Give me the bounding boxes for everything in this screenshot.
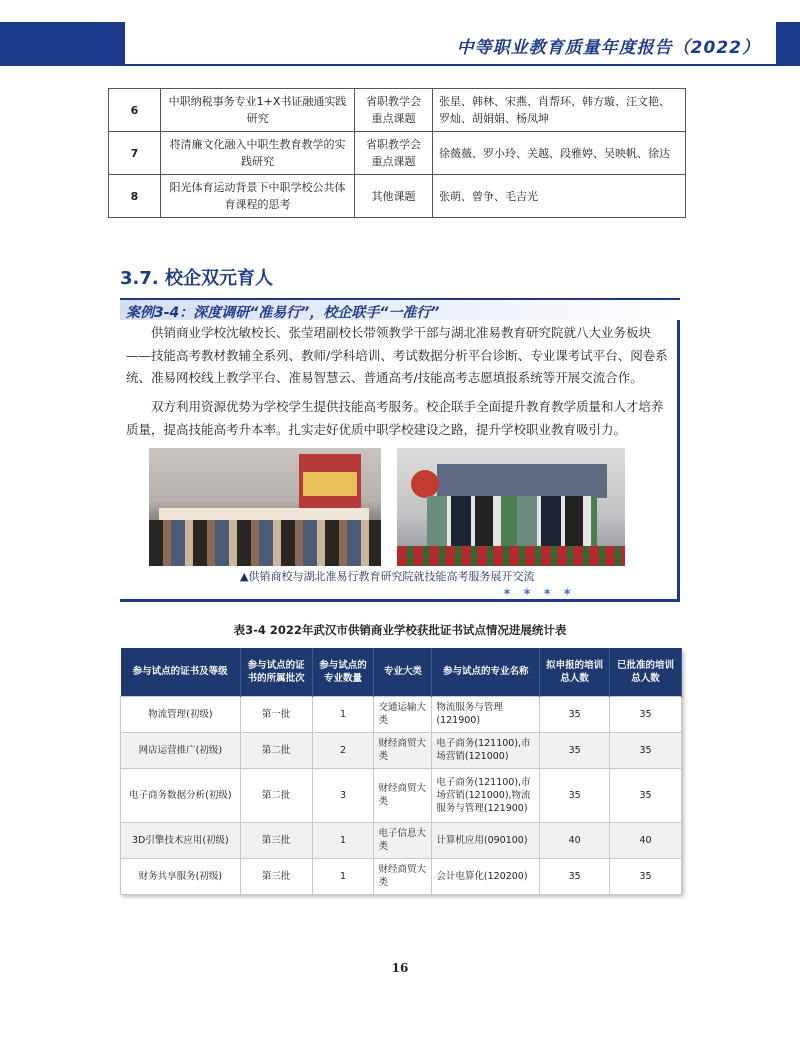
header-accent-block (0, 22, 125, 64)
level-cell: 省职教学会重点课题 (355, 89, 433, 132)
batch-cell: 第三批 (240, 858, 312, 894)
approved-cell: 35 (610, 696, 682, 732)
topic-cell: 中职纳税事务专业1+X书证融通实践研究 (161, 89, 355, 132)
cert-cell: 3D引擎技术应用(初级) (121, 822, 241, 858)
report-title: 中等职业教育质量年度报告（2022） (456, 38, 760, 58)
case-paragraph: 供销商业学校沈敏校长、张莹珺副校长带领教学干部与湖北准易教育研究院就八大业务板块——技能高考教材教辅全系列、教师/学科培训、考试数据分析平台诊断、专业课考试平台、阅卷系统、准易网校线上教学平台、准易智慧云、普通高考/技能高考志愿填报系统等开展交流合作。 (126, 325, 668, 385)
majors-cell: 物流服务与管理(121900) (432, 696, 540, 732)
column-header: 参与试点的证书的所属批次 (240, 648, 312, 696)
count-cell: 1 (312, 858, 374, 894)
table-caption: 表3-4 2022年武汉市供销商业学校获批证书试点情况进展统计表 (233, 623, 567, 637)
cert-pilot-table (120, 648, 682, 895)
table-row (109, 89, 686, 132)
table-row (121, 768, 682, 822)
majors-cell: 电子商务(121100),市场营销(121000),物流服务与管理(121900) (432, 768, 540, 822)
meeting-photo (149, 448, 381, 566)
header-corner-block (776, 22, 800, 64)
topic-cell: 将清廉文化融入中职生教育教学的实践研究 (161, 132, 355, 175)
column-header: 参与试点的专业数量 (312, 648, 374, 696)
majors-cell: 电子商务(121100),市场营销(121000) (432, 732, 540, 768)
column-header: 参与试点的证书及等级 (121, 648, 241, 696)
case-study-box (120, 298, 680, 602)
approved-cell: 35 (610, 732, 682, 768)
cert-cell: 财务共享服务(初级) (121, 858, 241, 894)
approved-cell: 35 (610, 768, 682, 822)
category-cell: 财经商贸大类 (374, 732, 432, 768)
row-number: 8 (109, 175, 161, 218)
batch-cell: 第三批 (240, 822, 312, 858)
table-row (109, 132, 686, 175)
planned-cell: 40 (540, 822, 610, 858)
table-row (109, 175, 686, 218)
column-header: 参与试点的专业名称 (432, 648, 540, 696)
photo-caption: ▲供销商校与湖北准易行教育研究院就技能高考服务展开交流 (240, 570, 535, 583)
majors-cell: 计算机应用(090100) (432, 822, 540, 858)
group-photo (397, 448, 625, 566)
planned-cell: 35 (540, 696, 610, 732)
column-header: 专业大类 (374, 648, 432, 696)
decorative-stars-icon: ✶✶✶✶ (502, 585, 583, 599)
planned-cell: 35 (540, 858, 610, 894)
category-cell: 交通运输大类 (374, 696, 432, 732)
members-cell: 徐薇薇、罗小玲、关越、段雅婷、吴映帆、徐达 (433, 132, 686, 175)
section-heading: 3.7. 校企双元育人 (120, 268, 273, 289)
institute-logo-icon (411, 470, 439, 498)
research-topics-table (108, 88, 686, 218)
table-row (121, 822, 682, 858)
row-number: 7 (109, 132, 161, 175)
planned-cell: 35 (540, 768, 610, 822)
approved-cell: 40 (610, 822, 682, 858)
case-title-bar (120, 298, 680, 320)
count-cell: 3 (312, 768, 374, 822)
case-title: 案例3-4：深度调研“准易行”，校企联手“一准行” (126, 305, 440, 321)
level-cell: 省职教学会重点课题 (355, 132, 433, 175)
batch-cell: 第二批 (240, 768, 312, 822)
cert-cell: 电子商务数据分析(初级) (121, 768, 241, 822)
cert-cell: 网店运营推广(初级) (121, 732, 241, 768)
members-cell: 张星、韩林、宋燕、肖帮环、韩方璇、汪文艳、罗灿、胡娟娟、杨凤坤 (433, 89, 686, 132)
level-cell: 其他课题 (355, 175, 433, 218)
column-header: 已批准的培训总人数 (610, 648, 682, 696)
table-row (121, 732, 682, 768)
category-cell: 财经商贸大类 (374, 858, 432, 894)
header-rule (0, 64, 800, 66)
case-paragraph: 双方利用资源优势为学校学生提供技能高考服务。校企联手全面提升教育教学质量和人才培养质量，提高技能高考升本率。扎实走好优质中职学校建设之路，提升学校职业教育吸引力。 (126, 399, 664, 437)
count-cell: 1 (312, 822, 374, 858)
batch-cell: 第一批 (240, 696, 312, 732)
row-number: 6 (109, 89, 161, 132)
majors-cell: 会计电算化(120200) (432, 858, 540, 894)
table-header-row (121, 648, 682, 696)
category-cell: 电子信息大类 (374, 822, 432, 858)
planned-cell: 35 (540, 732, 610, 768)
members-cell: 张萌、曾争、毛吉光 (433, 175, 686, 218)
cert-cell: 物流管理(初级) (121, 696, 241, 732)
table-row (121, 858, 682, 894)
batch-cell: 第二批 (240, 732, 312, 768)
category-cell: 财经商贸大类 (374, 768, 432, 822)
page-number: 16 (391, 961, 409, 975)
count-cell: 1 (312, 696, 374, 732)
column-header: 拟申报的培训总人数 (540, 648, 610, 696)
cert-table-wrapper (120, 648, 682, 894)
approved-cell: 35 (610, 858, 682, 894)
count-cell: 2 (312, 732, 374, 768)
table-row (121, 696, 682, 732)
topic-cell: 阳光体育运动背景下中职学校公共体育课程的思考 (161, 175, 355, 218)
